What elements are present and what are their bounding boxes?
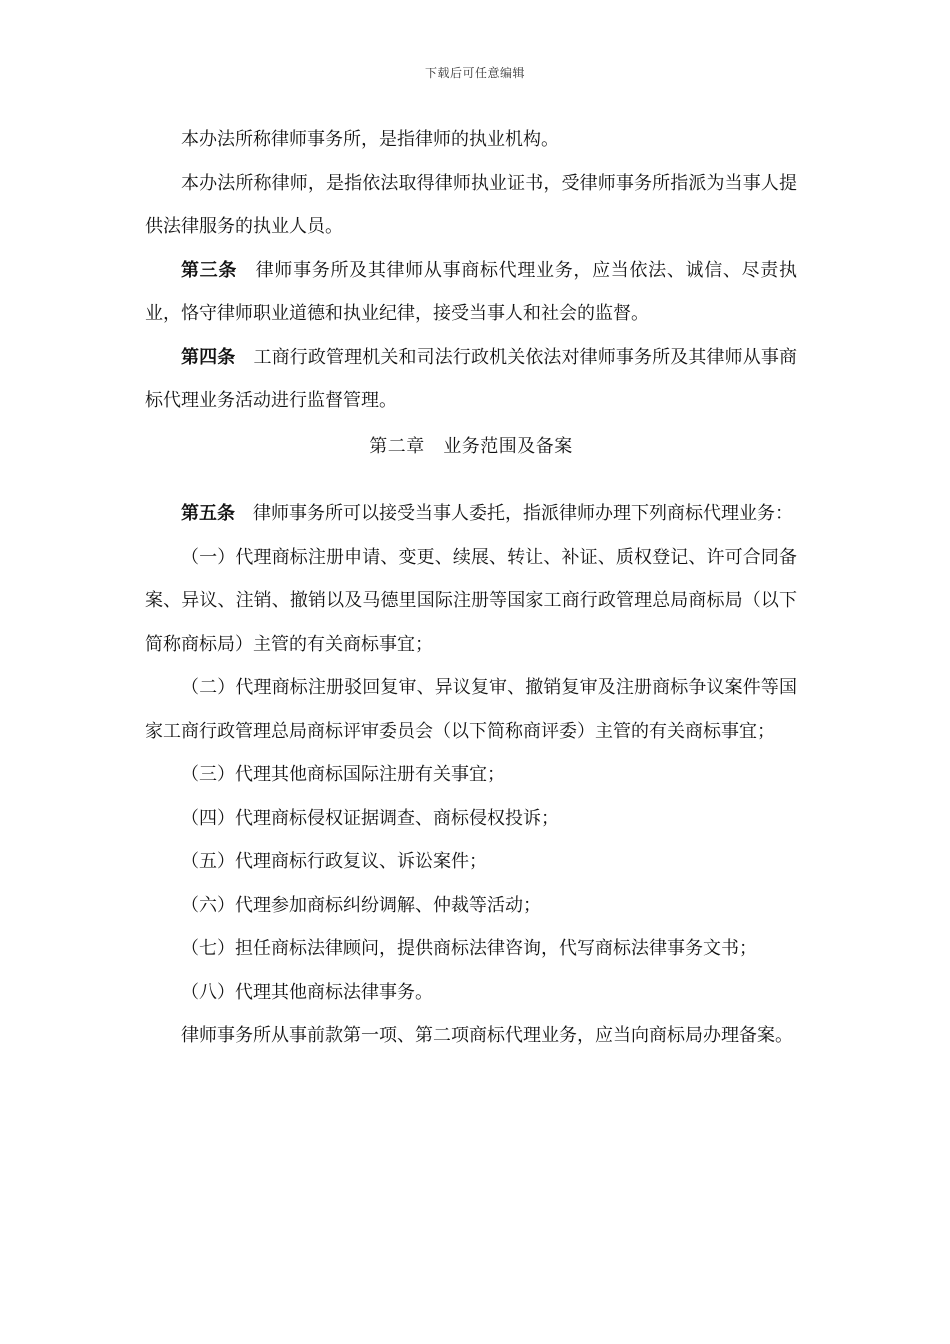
article-5 (145, 492, 797, 536)
article-5-label: 第五条 (181, 503, 235, 524)
page-header-note: 下载后可任意编辑 (424, 66, 525, 80)
document-body (145, 118, 797, 1058)
paragraph-law-firm-definition: 本办法所称律师事务所，是指律师的执业机构。 (181, 129, 559, 150)
chapter-2-title: 第二章 业务范围及备案 (369, 435, 573, 457)
article-5-item-3: （三）代理其他商标国际注册有关事宜； (181, 764, 505, 785)
article-5-text: 律师事务所可以接受当事人委托，指派律师办理下列商标代理业务： (253, 503, 793, 524)
article-5-closing: 律师事务所从事前款第一项、第二项商标代理业务，应当向商标局办理备案。 (181, 1025, 793, 1046)
article-5-item-6: （六）代理参加商标纠纷调解、仲裁等活动； (181, 894, 541, 916)
article-5-item-8: （八）代理其他商标法律事务。 (181, 981, 433, 1003)
article-5-item-2: （二）代理商标注册驳回复审、异议复审、撤销复审及注册商标争议案件等国家工商行政管理总局商标评审委员会（以下简称商评委）主管的有关商标事宜； (145, 677, 797, 742)
article-3 (145, 249, 797, 336)
article-3-text: 律师事务所及其律师从事商标代理业务，应当依法、诚信、尽责执业，恪守律师职业道德和执业纪律，接受当事人和社会的监督。 (145, 259, 797, 324)
article-5-item-1: （一）代理商标注册申请、变更、续展、转让、补证、质权登记、许可合同备案、异议、注销、撤销以及马德里国际注册等国家工商行政管理总局商标局（以下简称商标局）主管的有关商标事宜； (145, 546, 797, 655)
article-5-item-4: （四）代理商标侵权证据调查、商标侵权投诉； (181, 807, 559, 829)
article-4-text: 工商行政管理机关和司法行政机关依法对律师事务所及其律师从事商标代理业务活动进行监督管理。 (145, 346, 798, 411)
article-5-item-5: （五）代理商标行政复议、诉讼案件； (181, 851, 487, 872)
article-5-item-7: （七）担任商标法律顾问，提供商标法律咨询，代写商标法律事务文书； (181, 938, 757, 959)
article-4-label: 第四条 (181, 346, 236, 368)
article-4 (145, 336, 797, 423)
article-3-label: 第三条 (181, 259, 238, 281)
paragraph-lawyer-definition: 本办法所称律师，是指依法取得律师执业证书，受律师事务所指派为当事人提供法律服务的执业人员。 (145, 172, 797, 237)
